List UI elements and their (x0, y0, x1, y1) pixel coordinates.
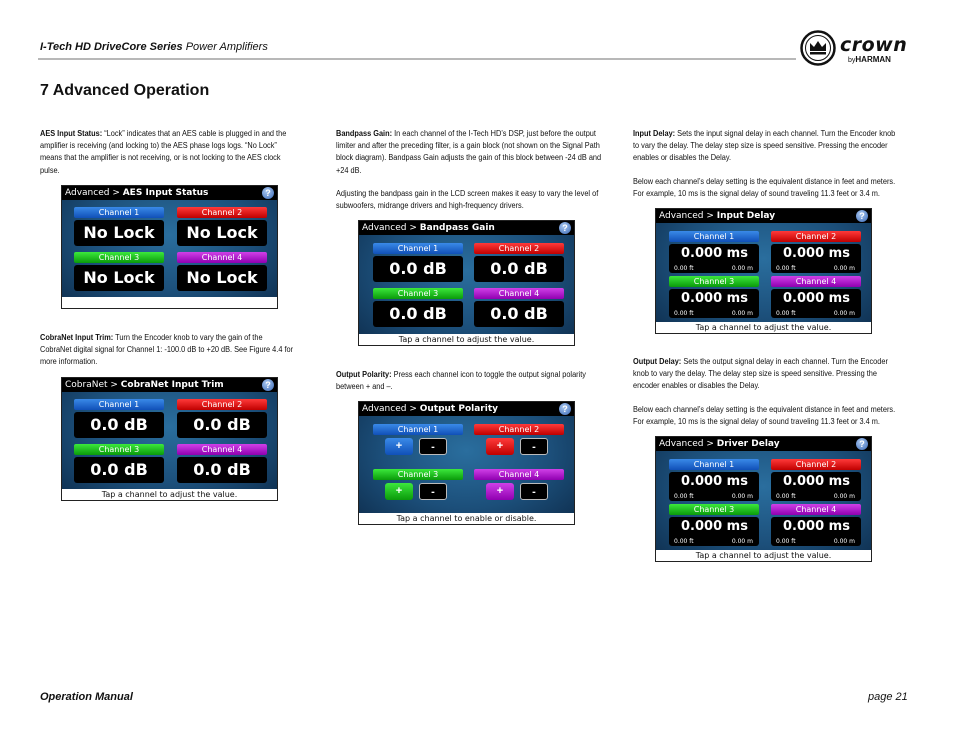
screen-title: Advanced > AES Input Status (62, 186, 277, 200)
channel-1-tile[interactable]: Channel 1 0.0 dB (373, 243, 463, 282)
screen-title: Advanced > Driver Delay (656, 437, 871, 451)
channel-label: Channel 2 (474, 424, 564, 435)
channel-1-polarity (373, 424, 463, 456)
channel-label: Channel 1 (373, 424, 463, 435)
channel-label: Channel 4 (474, 469, 564, 480)
channel-3-tile[interactable]: Channel 3 0.0 dB (74, 444, 164, 483)
output-delay-text-2: Below each channel’s delay setting is the equivalent distance in feet and meters. For example, 10 ms is the signal delay of sound traveling 11.3 feet or 3.4 m. (633, 405, 896, 427)
help-icon[interactable]: ? (856, 210, 868, 222)
channel-label: Channel 3 (373, 469, 463, 480)
channel-2-tile[interactable]: Channel 2 No Lock (177, 207, 267, 246)
channel-3-polarity (373, 469, 463, 501)
bandpass-gain-text: Bandpass Gain: In each channel of the I-Tech HD’s DSP, just before the output limiter and after the preceding filter, is a gain block (not shown on the Signal Path block diagram). Bandpass Gain adjusts the gain of this block between -24 dB and +24 dB. (336, 129, 602, 175)
page-title: 7 Advanced Operation (40, 82, 210, 99)
logo-byline: byHARMAN (848, 55, 891, 64)
series-name: I-Tech HD DriveCore Series (40, 41, 183, 53)
output-polarity-text: Output Polarity: Press each channel icon to toggle the output signal polarity between + and –. (336, 370, 586, 392)
polarity-minus-button[interactable]: - (520, 438, 548, 455)
channel-3-tile[interactable]: Channel 3 No Lock (74, 252, 164, 291)
crown-emblem-icon (800, 30, 836, 66)
bandpass-gain-screen (358, 220, 575, 346)
input-delay-text: Input Delay: Sets the input signal delay in each channel. Turn the Encoder knob to vary the delay. The delay step size is speed sensitive. Pressing the encoder enables or disables the Delay. (633, 129, 896, 163)
polarity-minus-button[interactable]: - (419, 438, 447, 455)
input-delay-text-2: Below each channel’s delay setting is the equivalent distance in feet and meters. For example, 10 ms is the signal delay of sound traveling 11.3 feet or 3.4 m. (633, 177, 896, 199)
output-delay-text: Output Delay: Sets the output signal delay in each channel. Turn the Encoder knob to vary the delay. The delay step size is speed sensitive. Pressing the encoder enables or disables the Delay. (633, 357, 888, 391)
channel-4-tile[interactable]: Channel 4 0.000 ms 0.00 ft 0.00 m (771, 276, 861, 318)
channel-2-polarity (474, 424, 564, 456)
screen-footer: Tap a channel to adjust the value. (62, 489, 277, 500)
screen-footer: Tap a channel to enable or disable. (359, 513, 574, 524)
channel-2-tile[interactable]: Channel 2 0.0 dB (474, 243, 564, 282)
help-icon[interactable]: ? (559, 403, 571, 415)
channel-1-tile[interactable]: Channel 1 0.000 ms 0.00 ft 0.00 m (669, 231, 759, 273)
screen-title: Advanced > Output Polarity (359, 402, 574, 416)
cobranet-input-trim-screen (61, 377, 278, 501)
channel-4-polarity (474, 469, 564, 501)
output-polarity-screen (358, 401, 575, 525)
channel-1-tile[interactable]: Channel 1 0.000 ms 0.00 ft 0.00 m (669, 459, 759, 501)
output-delay-screen (655, 436, 872, 562)
screen-title: CobraNet > CobraNet Input Trim (62, 378, 277, 392)
channel-4-tile[interactable]: Channel 4 0.000 ms 0.00 ft 0.00 m (771, 504, 861, 546)
screen-title: Advanced > Input Delay (656, 209, 871, 223)
series-subtitle: Power Amplifiers (185, 41, 268, 53)
polarity-minus-button[interactable]: - (520, 483, 548, 500)
help-icon[interactable]: ? (262, 379, 274, 391)
crown-logo (800, 30, 912, 66)
channel-2-tile[interactable]: Channel 2 0.0 dB (177, 399, 267, 438)
channel-4-tile[interactable]: Channel 4 0.0 dB (177, 444, 267, 483)
screen-title: Advanced > Bandpass Gain (359, 221, 574, 235)
help-icon[interactable]: ? (559, 222, 571, 234)
polarity-plus-button[interactable]: + (486, 438, 514, 455)
channel-3-tile[interactable]: Channel 3 0.000 ms 0.00 ft 0.00 m (669, 276, 759, 318)
screen-footer: Tap a channel to adjust the value. (656, 322, 871, 333)
channel-1-tile[interactable]: Channel 1 No Lock (74, 207, 164, 246)
footer-manual-title: Operation Manual (40, 691, 133, 703)
polarity-plus-button[interactable]: + (385, 483, 413, 500)
polarity-plus-button[interactable]: + (486, 483, 514, 500)
aes-input-status-text: AES Input Status: “Lock” indicates that an AES cable is plugged in and the amplifier is receiving (and locking to) the AES phase logs logs. “No Lock” means that the amplifier is not receiving, or is not locking to the AES clock pulse. (40, 129, 287, 175)
screen-footer: Tap a channel to adjust the value. (656, 550, 871, 561)
channel-4-tile[interactable]: Channel 4 0.0 dB (474, 288, 564, 327)
channel-4-tile[interactable]: Channel 4 No Lock (177, 252, 267, 291)
document-series-title (40, 41, 268, 53)
polarity-minus-button[interactable]: - (419, 483, 447, 500)
help-icon[interactable]: ? (856, 438, 868, 450)
channel-3-tile[interactable]: Channel 3 0.000 ms 0.00 ft 0.00 m (669, 504, 759, 546)
cobranet-input-trim-text: CobraNet Input Trim: Turn the Encoder knob to vary the gain of the CobraNet digital signal for Channel 1: -100.0 dB to +20 dB. See Figure 4.4 for more information. (40, 333, 294, 367)
screen-footer: Tap a channel to adjust the value. (359, 334, 574, 345)
channel-2-tile[interactable]: Channel 2 0.000 ms 0.00 ft 0.00 m (771, 231, 861, 273)
channel-2-tile[interactable]: Channel 2 0.000 ms 0.00 ft 0.00 m (771, 459, 861, 501)
aes-input-status-screen (61, 185, 278, 309)
channel-1-tile[interactable]: Channel 1 0.0 dB (74, 399, 164, 438)
polarity-plus-button[interactable]: + (385, 438, 413, 455)
bandpass-gain-text-2: Adjusting the bandpass gain in the LCD screen makes it easy to vary the level of subwoofers, midrange drivers and high-frequency drivers. (336, 189, 599, 211)
screen-footer (62, 297, 277, 308)
channel-3-tile[interactable]: Channel 3 0.0 dB (373, 288, 463, 327)
help-icon[interactable]: ? (262, 187, 274, 199)
logo-wordmark: crown (840, 34, 908, 56)
footer-page-number: page 21 (868, 691, 908, 703)
header-divider (38, 58, 796, 60)
input-delay-screen (655, 208, 872, 334)
